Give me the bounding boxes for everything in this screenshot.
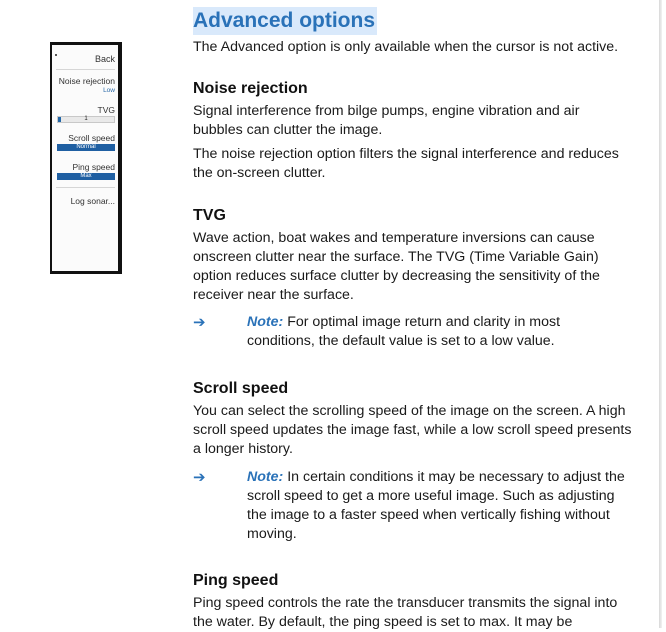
note-arrow-icon: ➔ (193, 314, 206, 331)
tvg-note (247, 313, 627, 351)
page-title: Advanced options (193, 7, 377, 35)
page-edge (659, 0, 662, 628)
note-text: In certain conditions it may be necessary to adjust the scroll speed to get a more useful image. Such as adjusting the image to a faster speed when vertically fishing without moving. (247, 469, 625, 542)
noise-rejection-heading: Noise rejection (193, 80, 308, 97)
menu-tvg-slider[interactable] (57, 116, 115, 123)
menu-back-item[interactable]: Back (94, 54, 115, 64)
sonar-menu-illustration (50, 42, 122, 274)
menu-ping-speed-label[interactable]: Ping speed (72, 162, 115, 172)
ping-speed-paragraph: Ping speed controls the rate the transducer transmits the signal into the water. By default, the ping speed is set to max. It may be (193, 595, 618, 630)
menu-divider (56, 69, 115, 70)
note-text: For optimal image return and clarity in most conditions, the default value is set to a low value. (247, 314, 561, 349)
tvg-heading: TVG (193, 207, 226, 224)
note-label: Note: (247, 469, 284, 485)
noise-rejection-paragraph-2: The noise rejection option filters the signal interference and reduces the on-screen clutter. (193, 146, 619, 181)
menu-scroll-speed-label[interactable]: Scroll speed (68, 133, 115, 143)
menu-dot-icon (55, 54, 57, 56)
menu-log-sonar-item[interactable]: Log sonar... (70, 196, 115, 206)
menu-noise-rejection-value: Low (103, 87, 115, 94)
menu-noise-rejection-label[interactable]: Noise rejection (58, 76, 115, 86)
tvg-paragraph: Wave action, boat wakes and temperature inversions can cause onscreen clutter near the surface. The TVG (Time Variable Gain) option reduces surface clutter by decreasing the sensitivity of the receiver near the surface. (193, 230, 600, 303)
intro-paragraph: The Advanced option is only available when the cursor is not active. (193, 39, 619, 55)
ping-speed-heading: Ping speed (193, 572, 279, 589)
scroll-speed-heading: Scroll speed (193, 380, 289, 397)
menu-ping-speed-value[interactable]: Max (57, 173, 115, 180)
menu-divider (56, 187, 115, 188)
note-label: Note: (247, 314, 284, 330)
note-arrow-icon: ➔ (193, 469, 206, 486)
noise-rejection-paragraph-1: Signal interference from bilge pumps, engine vibration and air bubbles can clutter the image. (193, 103, 580, 138)
menu-tvg-label[interactable]: TVG (97, 105, 115, 115)
scroll-speed-paragraph: You can select the scrolling speed of the image on the screen. A high scroll speed updates the image fast, while a low scroll speed presents a longer history. (193, 403, 632, 457)
menu-scroll-speed-value[interactable]: Normal (57, 144, 115, 151)
scroll-speed-note (247, 468, 627, 544)
menu-tvg-value: 1 (84, 116, 88, 122)
